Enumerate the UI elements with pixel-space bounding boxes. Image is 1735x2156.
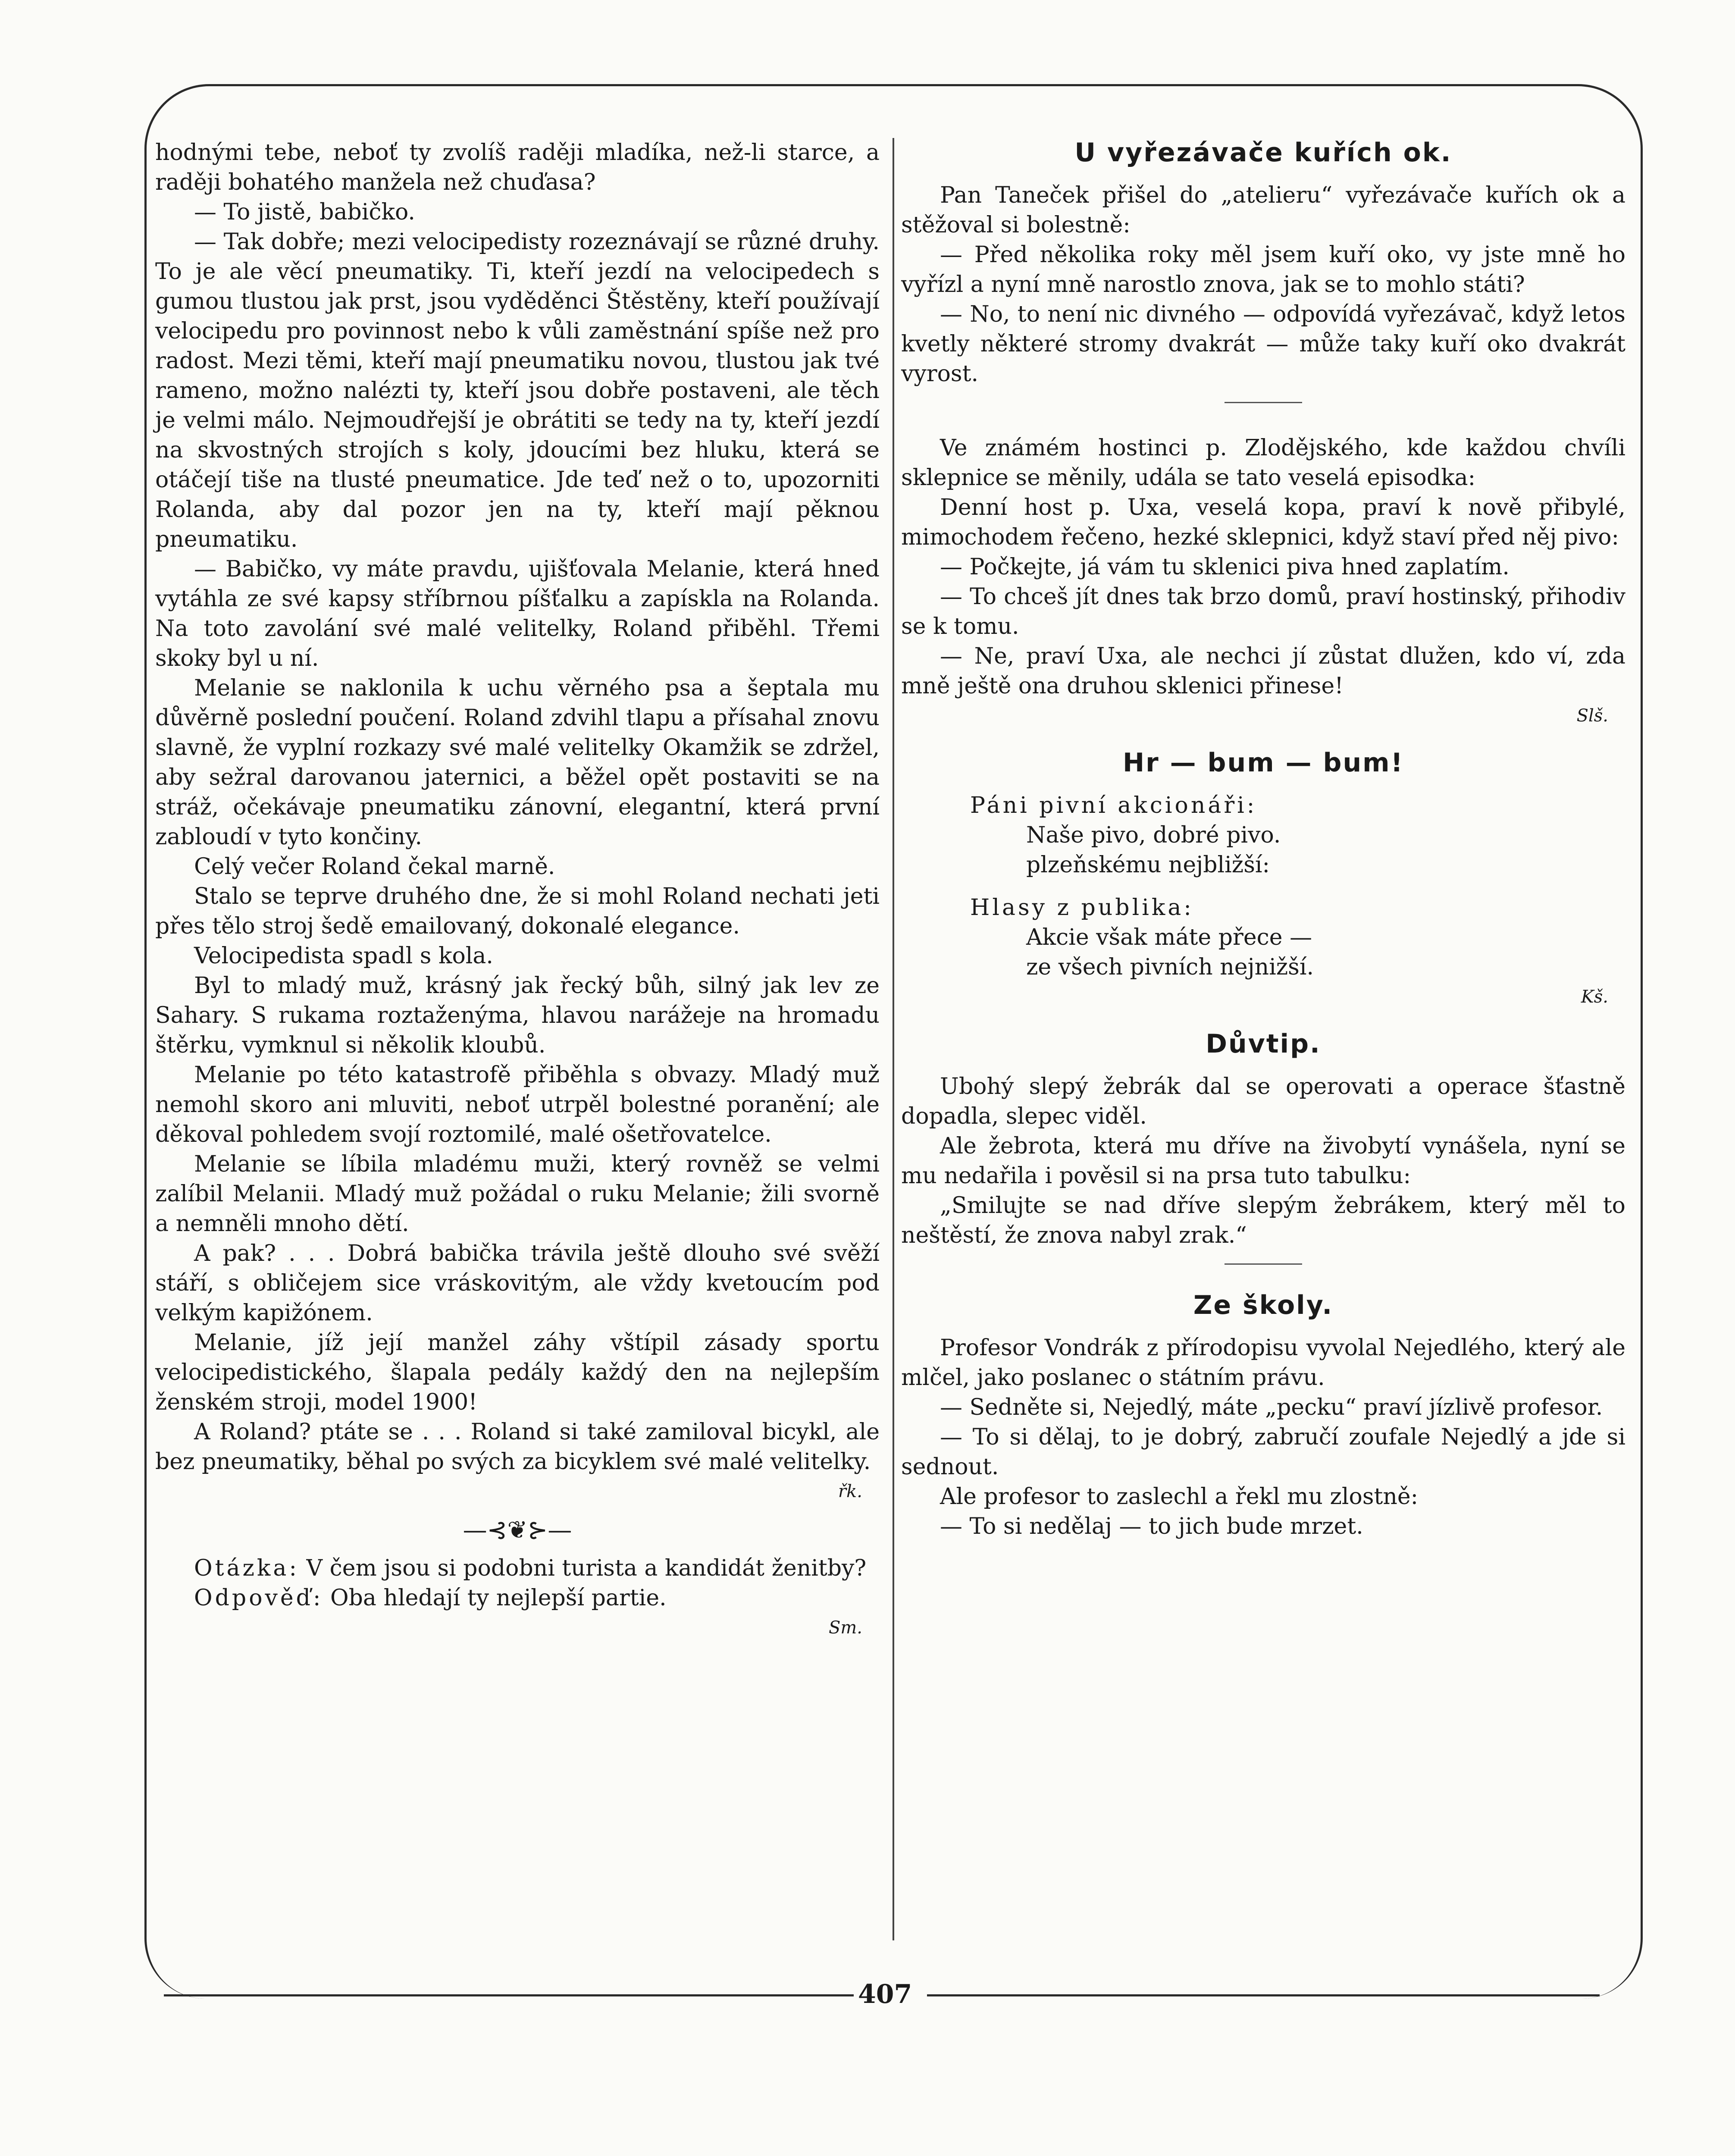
verse-speaker: Páni pivní akcionáři:: [970, 793, 1257, 818]
paragraph: Ubohý slepý žebrák dal se operovati a operace šťastně dopadla, slepec viděl.: [901, 1074, 1625, 1129]
paragraph: — Ne, praví Uxa, ale nechci jí zůstat dlužen, kdo ví, zda mně ještě ona druhou sklenici přinese!: [901, 643, 1625, 699]
page-number: 407: [858, 1979, 912, 2009]
signature: Kš.: [1581, 987, 1608, 1007]
paragraph: hodnými tebe, neboť ty zvolíš raději mladíka, než-li starce, a raději bohatého manžela než chuďasa?: [155, 140, 880, 195]
ornament-divider: —⊰❦⊱—: [463, 1516, 572, 1544]
column-divider: [893, 138, 894, 1940]
left-column: [155, 138, 880, 1643]
paragraph: — Babičko, vy máte pravdu, ujišťovala Melanie, která hned vytáhla ze své kapsy stříbrnou píšťalku a zapískla na Rolanda. Na toto zavolání své malé velitelky, Roland přiběhl. Třemi skoky byl u ní.: [155, 556, 880, 671]
paragraph: — To si nedělaj — to jich bude mrzet.: [940, 1514, 1363, 1539]
verse-line: plzeňskému nejbližší:: [1026, 852, 1270, 878]
paragraph: — Počkejte, já vám tu sklenici piva hned zaplatím.: [940, 554, 1510, 580]
verse-line: Akcie však máte přece —: [1026, 924, 1312, 950]
paragraph: — Před několika roky měl jsem kuří oko, vy jste mně ho vyřízl a nyní mně narostlo znova, jak se to mohlo státi?: [901, 242, 1625, 298]
question-text: V čem jsou si podobni turista a kandidát ženitby?: [299, 1555, 867, 1581]
bottom-rule-left: [164, 1994, 854, 1996]
paragraph: Denní host p. Uxa, veselá kopa, praví k nově přibylé, mimochodem řečeno, hezké sklepnici, když staví před něj pivo:: [901, 495, 1625, 550]
paragraph: Profesor Vondrák z přírodopisu vyvolal Nejedlého, který ale mlčel, jako poslanec o státním právu.: [901, 1335, 1625, 1391]
section-title: U vyřezávače kuřích ok.: [1074, 138, 1452, 168]
paragraph: „Smilujte se nad dříve slepým žebrákem, který měl to neštěstí, že znova nabyl zrak.“: [901, 1193, 1625, 1248]
section-rule: [1225, 1263, 1302, 1265]
paragraph: Byl to mladý muž, krásný jak řecký bůh, silný jak lev ze Sahary. S rukama roztaženýma, hlavou narážeje na hromadu štěrku, vymknul si několik kloubů.: [155, 973, 880, 1058]
verse-line: ze všech pivních nejnižší.: [1026, 954, 1314, 980]
signature: Slš.: [1576, 706, 1608, 726]
paragraph: Velocipedista spadl s kola.: [194, 943, 493, 969]
section-title: Důvtip.: [1206, 1029, 1321, 1059]
paragraph: — To jistě, babičko.: [194, 199, 415, 225]
right-column: [901, 138, 1625, 1542]
answer-text: Oba hledají ty nejlepší partie.: [323, 1585, 667, 1611]
signature: Sm.: [828, 1618, 862, 1638]
answer-label: Odpověď:: [194, 1585, 323, 1611]
paragraph: A Roland? ptáte se . . . Roland si také zamiloval bicykl, ale bez pneumatiky, běhal po svých za bicyklem své malé velitelky.: [155, 1419, 880, 1475]
bottom-rule-right: [927, 1994, 1600, 1996]
paragraph: Melanie, jíž její manžel záhy vštípil zásady sportu velocipedistického, šlapala pedály každý den na nejlepším ženském stroji, model 1900!: [155, 1330, 880, 1415]
paragraph: Melanie se naklonila k uchu věrného psa a šeptala mu důvěrně poslední poučení. Roland zdvihl tlapu a přísahal znovu slavně, že vyplní rozkazy své malé velitelky Okamžik se zdržel, aby sežral darovanou jaternici, a běžel opět postaviti se na stráž, očekávaje pneumatiku zánovní, elegantní, která první zabloudí v tyto končiny.: [155, 675, 880, 850]
section-title: Hr — bum — bum!: [1122, 748, 1404, 778]
verse-line: Naše pivo, dobré pivo.: [1026, 822, 1281, 848]
paragraph: Ale žebrota, která mu dříve na živobytí vynášela, nyní se mu nedařila i pověsil si na prsa tuto tabulku:: [901, 1133, 1625, 1189]
paragraph: — To chceš jít dnes tak brzo domů, praví hostinský, přihodiv se k tomu.: [901, 584, 1625, 639]
paragraph: Melanie po této katastrofě přiběhla s obvazy. Mladý muž nemohl skoro ani mluviti, neboť utrpěl bolestné poranění; ale děkoval pohledem svojí roztomilé, malé ošetřovatelce.: [155, 1062, 880, 1147]
verse-speaker: Hlasy z publika:: [970, 895, 1194, 921]
paragraph: — To si dělaj, to je dobrý, zabručí zoufale Nejedlý a jde si sednout.: [901, 1424, 1625, 1480]
paragraph: Celý večer Roland čekal marně.: [194, 854, 555, 880]
paragraph: — No, to není nic divného — odpovídá vyřezávač, když letos kvetly některé stromy dvakrát — může taky kuří oko dvakrát vyrost.: [901, 301, 1625, 387]
question-label: Otázka:: [194, 1555, 299, 1581]
paragraph: Pan Taneček přišel do „atelieru“ vyřezávače kuřích ok a stěžoval si bolestně:: [901, 182, 1625, 238]
paragraph: A pak? . . . Dobrá babička trávila ještě dlouho své svěží stáří, s obličejem sice vráskovitým, ale vždy kvetoucím pod velkým kapižónem.: [155, 1241, 880, 1326]
paragraph: — Sedněte si, Nejedlý, máte „pecku“ praví jízlivě profesor.: [940, 1395, 1603, 1420]
paragraph: Ve známém hostinci p. Zlodějského, kde každou chvíli sklepnice se měnily, udála se tato veselá episodka:: [901, 435, 1625, 491]
paragraph: Melanie se líbila mladému muži, který rovněž se velmi zalíbil Melanii. Mladý muž požádal o ruku Melanie; žili svorně a nemněli mnoho dětí.: [155, 1151, 880, 1237]
answer-paragraph: [155, 1583, 880, 1613]
question-paragraph: [155, 1554, 880, 1583]
paragraph: Ale profesor to zaslechl a řekl mu zlostně:: [940, 1484, 1419, 1510]
paragraph: — Tak dobře; mezi velocipedisty rozeznávají se různé druhy. To je ale věcí pneumatiky. Ti, kteří jezdí na velocipedech s gumou tlustou jak prst, jsou vyděděnci Štěstěny, kteří používají velocipedu pro povinnost nebo k vůli zaměstnání spíše než pro radost. Mezi těmi, kteří mají pneumatiku novou, tlustou jak tvé rameno, možno nalézti ty, kteří jsou dobře postaveni, ale těch je velmi málo. Nejmoudřejší je obrátiti se tedy na ty, kteří jezdí na skvostných strojích s koly, jdoucími bez hluku, která se otáčejí tiše na tlusté pneumatice. Jde teď než o to, upozorniti Rolanda, aby dal pozor jen na ty, kteří mají pěknou pneumatiku.: [155, 229, 880, 552]
signature: řk.: [838, 1482, 862, 1501]
section-rule: [1225, 402, 1302, 403]
section-title: Ze školy.: [1193, 1290, 1334, 1320]
paragraph: Stalo se teprve druhého dne, že si mohl Roland nechati jeti přes tělo stroj šedě emailovaný, dokonalé elegance.: [155, 884, 880, 939]
